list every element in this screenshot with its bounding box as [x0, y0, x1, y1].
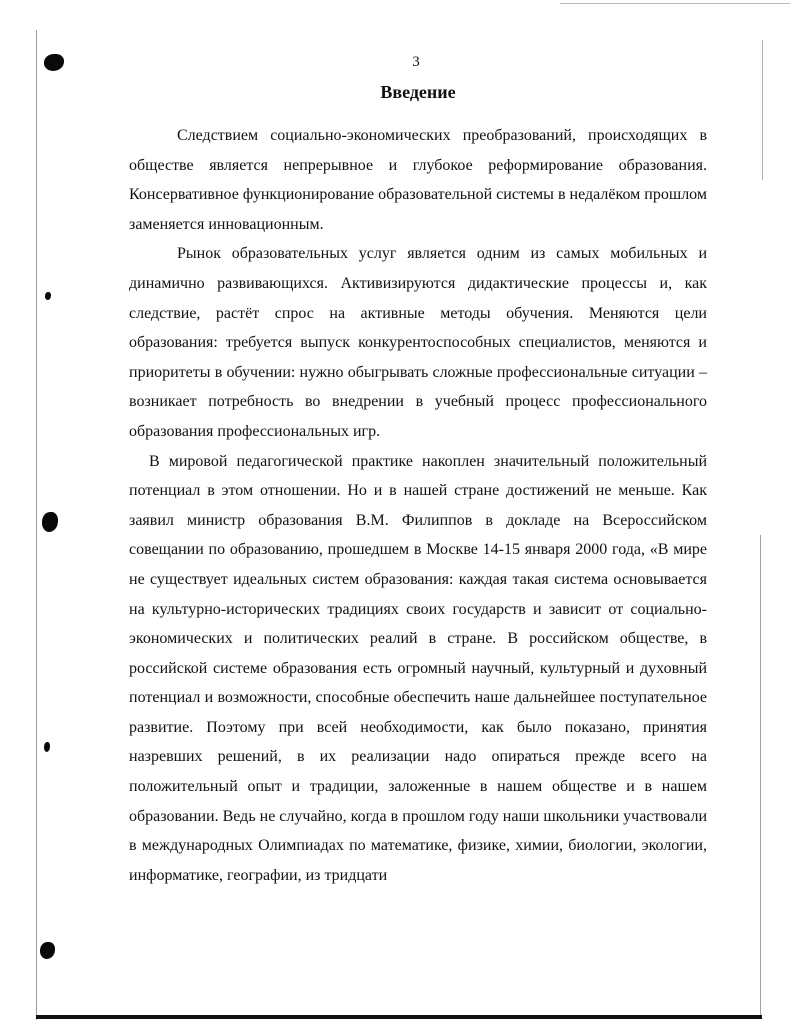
scan-right-edge-lower: [760, 535, 761, 1015]
scan-right-edge: [762, 40, 763, 180]
scan-left-edge: [36, 30, 37, 1020]
binder-hole-mark: [45, 292, 51, 300]
binder-hole-mark: [44, 54, 64, 71]
paragraph: Рынок образовательных услуг является одним из самых мобильных и динамично развивающихся. Активизируются дидактические процессы и, как следствие, растёт спрос на активные методы обучения. Меняются цели образования: требуется выпуск конкурентоспособных специалистов, меняются и приоритеты в обучении: нужно обыгрывать сложные профессиональные ситуации – возникает потребность во внедрении в учебный процесс профессионального образования профессиональных игр.: [129, 245, 707, 440]
binder-hole-mark: [44, 742, 50, 752]
page-number: 3: [412, 54, 420, 70]
paragraph: В мировой педагогической практике накоплен значительный положительный потенциал в этом отношении. Но и в нашей стране достижений не меньше. Как заявил министр образования В.М. Филиппов в докладе на Всероссийском совещании по образованию, прошедшем в Москве 14-15 января 2000 года, «В мире не существует идеальных систем образования: каждая такая система основывается на культурно-исторических традициях своих государств и зависит от социально-экономических и политических реалий в стране. В российском обществе, в российской системе образования есть огромный научный, культурный и духовный потенциал и возможности, способные обеспечить наше дальнейшее поступательное развитие. Поэтому при всей необходимости, как было показано, принятия назревших решений, в их реализации надо опираться прежде всего на положительный опыт и традиции, заложенные в нашем обществе и в нашем образовании. Ведь не случайно, когда в прошлом году наши школьники участвовали в международных Олимпиадах по математике, физике, химии, биологии, экологии, информатике, географии, из тридцати: [129, 452, 707, 884]
scan-bottom-edge: [36, 1015, 762, 1019]
binder-hole-mark: [42, 512, 58, 532]
page-title: Введение: [380, 82, 456, 102]
paragraph: Следствием социально-экономических преобразований, происходящих в обществе является непрерывное и глубокое реформирование образования. Консервативное функционирование образовательной системы в недалёком прошлом заменяется инновационным.: [129, 127, 707, 233]
binder-hole-mark: [40, 942, 55, 959]
scan-top-rule: [560, 3, 790, 4]
body-text: [129, 121, 707, 890]
